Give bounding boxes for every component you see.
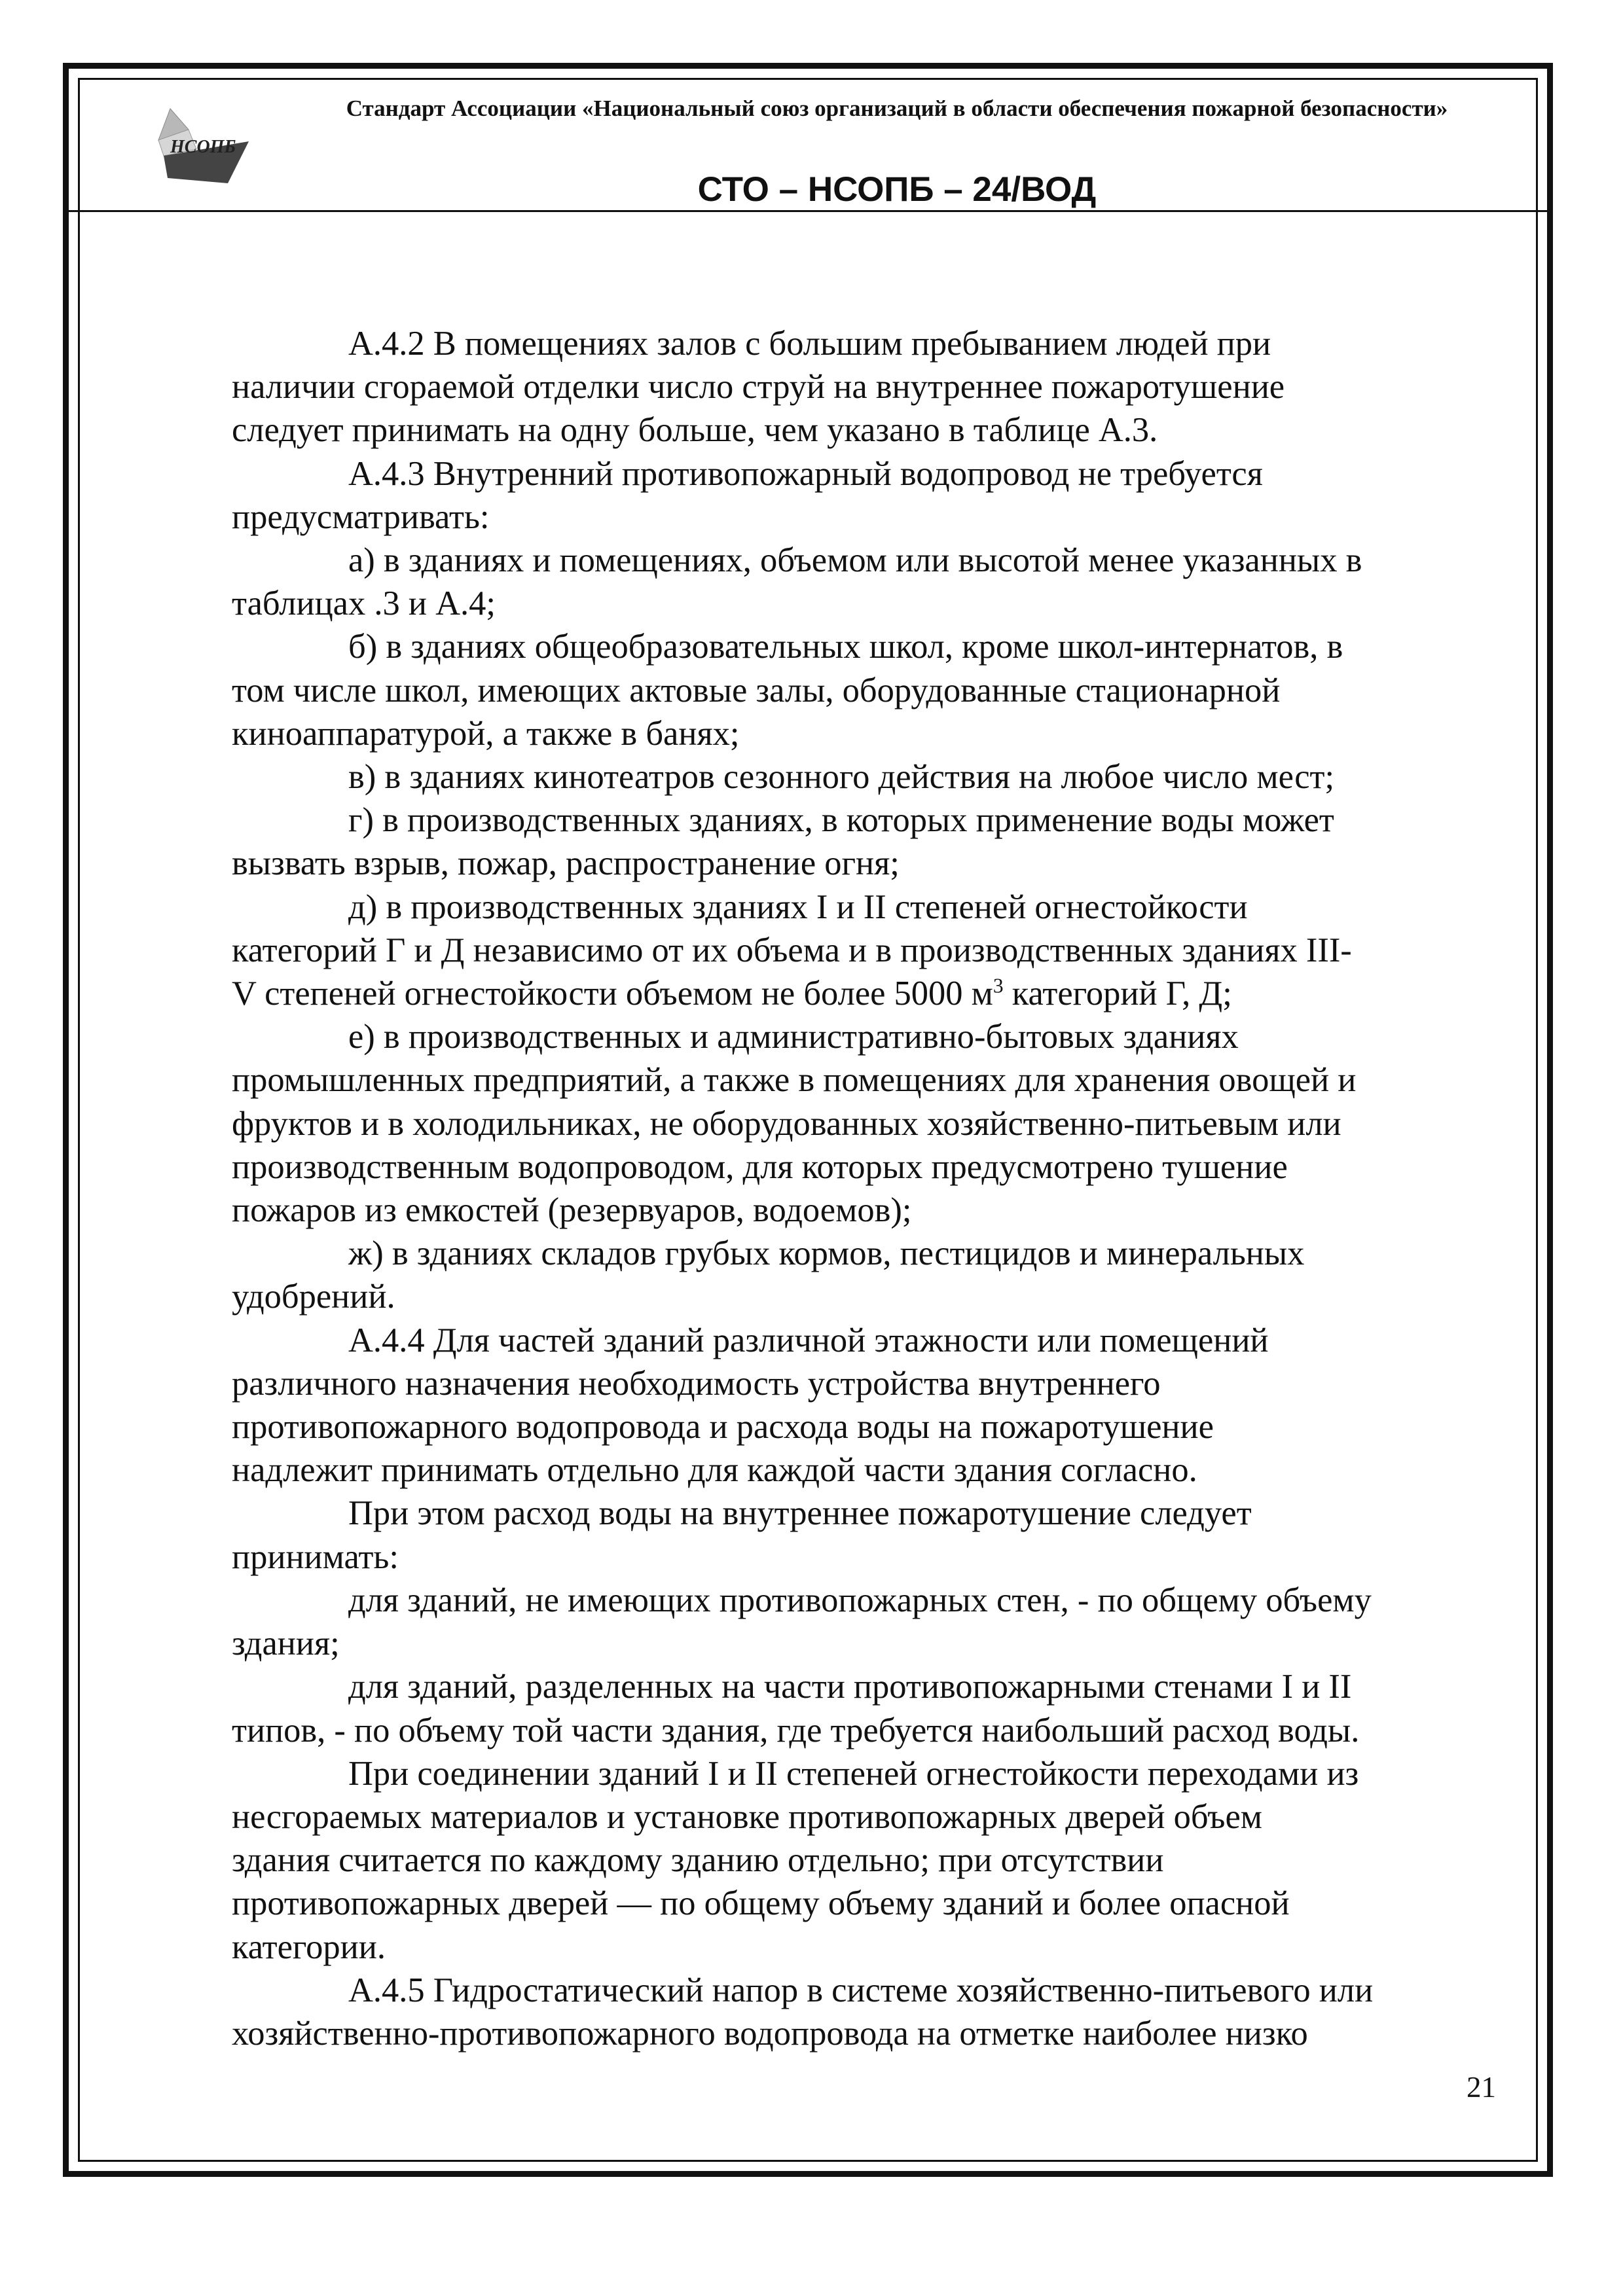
paragraph-a43: А.4.3 Внутренний противопожарный водопровод не требуется предусматривать:: [232, 454, 1263, 536]
list-item-d-text: д) в производственных зданиях I и II степеней огнестойкости категорий Г и Д независимо от их объема и в производственных зданиях III- V степеней огнестойкости объемом не более 5000 м: [232, 888, 1352, 1013]
list-item-a: а) в зданиях и помещениях, объемом или высотой менее указанных в таблицах .3 и А.4;: [232, 541, 1362, 623]
list-item-b: б) в зданиях общеобразовательных школ, кроме школ-интернатов, в том числе школ, имеющих актовые залы, оборудованные стационарной киноаппаратурой, а также в банях;: [232, 628, 1343, 753]
paragraph-a45: А.4.5 Гидростатический напор в системе хозяйственно-питьевого или хозяйственно-противопожарного водопровода на отметке наиболее низко: [232, 1971, 1374, 2053]
nsopb-logo: [151, 103, 255, 192]
document-code: СТО – НСОПБ – 24/ВОД: [697, 170, 1097, 209]
list-item-e: е) в производственных и административно-бытовых зданиях промышленных предприятий, а также в помещениях для хранения овощей и фруктов и в холодильниках, не оборудованных хозяйственно-питьевым или производственным водопроводом, для которых предусмотрено тушение пожаров из емкостей (резервуаров, водоемов);: [232, 1018, 1357, 1230]
list-item-g: г) в производственных зданиях, в которых применение воды может вызвать взрыв, пожар, распространение огня;: [232, 801, 1334, 883]
list-item-v: в) в зданиях кинотеатров сезонного действия на любое число мест;: [348, 758, 1335, 797]
paragraph-building-connection: При соединении зданий I и II степеней огнестойкости переходами из несгораемых материалов и установке противопожарных дверей объем здания считается по каждому зданию отдельно; при отсутствии противопожарных дверей — по общему объему зданий и более опасной категории.: [232, 1754, 1359, 1966]
list-item-d: [232, 886, 1489, 1016]
list-item-zh: ж) в зданиях складов грубых кормов, пестицидов и минеральных удобрений.: [232, 1234, 1305, 1316]
header-divider: [65, 210, 1549, 212]
superscript-exponent: 3: [993, 974, 1004, 997]
paragraph-no-firewalls: для зданий, не имеющих противопожарных стен, - по общему объему здания;: [232, 1581, 1372, 1663]
page-number: 21: [1467, 2071, 1496, 2104]
paragraph-a44: А.4.4 Для частей зданий различной этажности или помещений различного назначения необходимость устройства внутреннего противопожарного водопровода и расхода воды на пожаротушение надлежит принимать отдельно для каждой части здания согласно.: [232, 1321, 1269, 1490]
paragraph-a42: А.4.2 В помещениях залов с большим пребыванием людей при наличии сгораемой отделки число струй на внутреннее пожаротушение следует принимать на одну больше, чем указано в таблице А.3.: [232, 325, 1285, 450]
document-body: [232, 322, 1489, 2055]
paragraph-firewalls: для зданий, разделенных на части противопожарными стенами I и II типов, - по объему той части здания, где требуется наибольший расход воды.: [232, 1668, 1360, 1749]
header-organization: Стандарт Ассоциации «Национальный союз организаций в области обеспечения пожарной безопасности»: [346, 96, 1448, 121]
logo-text: НСОПБ: [170, 137, 236, 157]
paragraph-flow-rate: При этом расход воды на внутреннее пожаротушение следует принимать:: [232, 1494, 1252, 1576]
list-item-d-tail: категорий Г, Д;: [1003, 975, 1232, 1013]
